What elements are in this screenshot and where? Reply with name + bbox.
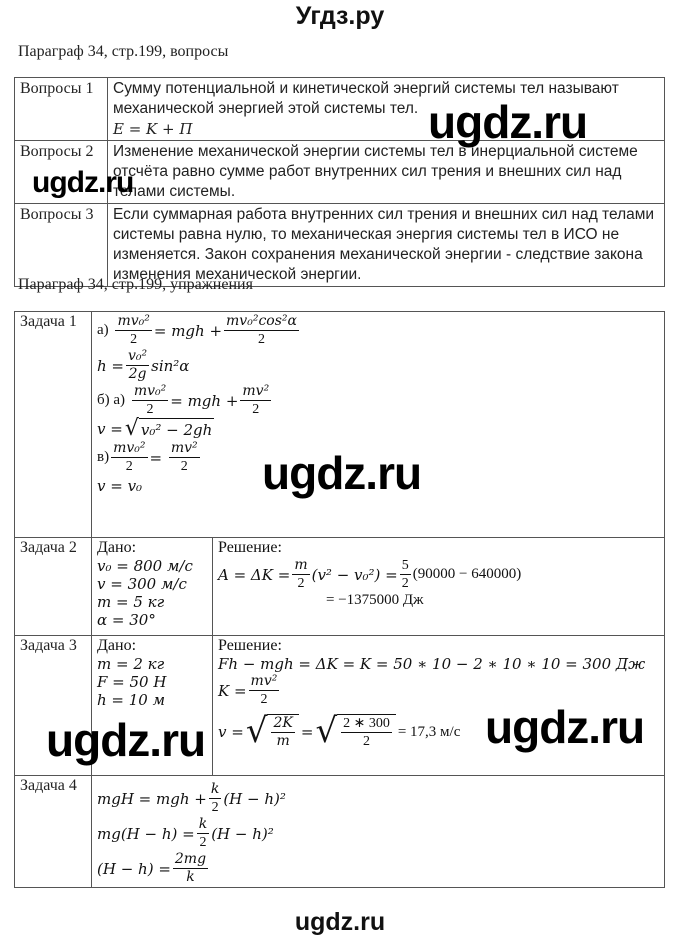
solution-title: Решение: bbox=[218, 539, 282, 556]
expr: A = ΔK = bbox=[218, 565, 291, 584]
expr: (H − h) = bbox=[97, 859, 171, 878]
fraction: $\frac{m}{2}$ bbox=[294, 557, 308, 591]
given-item: m = 5 кг bbox=[97, 593, 165, 611]
fraction: $\frac{\text{mv₀²}}{2}$ bbox=[133, 383, 167, 417]
section-title-questions: Параграф 34, стр.199, вопросы bbox=[18, 43, 229, 60]
given-item: h = 10 м bbox=[97, 691, 166, 709]
expr: = bbox=[149, 448, 163, 467]
row-label: Задача 2 bbox=[15, 538, 92, 636]
solution-title: Решение: bbox=[218, 637, 282, 654]
row-label: Вопросы 1 bbox=[15, 78, 108, 141]
fraction: $\frac{\text{mv²}}{2}$ bbox=[250, 673, 278, 707]
answer-text: Если суммарная работа внутренних сил трения и внешних сил над телами системы равна нулю, то механическая энергия системы тел в ИСО не изменяется. Закон сохранения механической энергии - следствие закона изменения механической энергии. bbox=[108, 204, 665, 287]
energy-formula: E = K + П bbox=[113, 120, 193, 138]
part-label: б) а) bbox=[97, 392, 126, 408]
given-item: F = 50 Н bbox=[97, 673, 167, 691]
solution-cell bbox=[92, 776, 665, 888]
sqrt-icon: √ $\frac{2K}{m}$ bbox=[246, 714, 299, 750]
fraction: $\frac{2mg}{k}$ bbox=[174, 851, 207, 885]
watermark: ugdz.ru bbox=[262, 447, 422, 499]
expr: = bbox=[300, 723, 314, 741]
watermark: ugdz.ru bbox=[32, 166, 134, 199]
part-label: в) bbox=[97, 449, 110, 465]
given-item: v₀ = 800 м/с bbox=[97, 557, 193, 575]
row-label: Задача 4 bbox=[15, 776, 92, 888]
part-label: а) bbox=[97, 322, 109, 338]
solution-cell bbox=[213, 538, 665, 636]
exercises-table bbox=[14, 311, 665, 888]
answer-text: Изменение механической энергии системы тел в инерциальной системе отсчёта равно сумме работ внутренних сил трения и внешних сил над телами системы. bbox=[108, 141, 665, 204]
given-cell bbox=[92, 538, 213, 636]
expr: (H − h)² bbox=[211, 824, 274, 843]
section-title-exercises: Параграф 34, стр.199, упражнения bbox=[18, 276, 253, 293]
given-item: α = 30° bbox=[97, 611, 156, 629]
expr: = mgh + bbox=[153, 321, 223, 340]
watermark: ugdz.ru bbox=[485, 701, 645, 753]
expr: (90000 − 640000) bbox=[412, 566, 522, 582]
fraction: $\frac{k}{2}$ bbox=[210, 781, 220, 815]
table-row bbox=[15, 204, 665, 287]
fraction: $\frac{\text{mv₀²}}{2}$ bbox=[113, 440, 146, 474]
expr: mgH = mgh + bbox=[97, 789, 207, 808]
site-title: Угдз.ру bbox=[295, 2, 385, 30]
row-label: Вопросы 3 bbox=[15, 204, 108, 287]
sqrt-icon: √ v₀² − 2gh bbox=[124, 416, 213, 441]
table-row bbox=[15, 776, 665, 888]
expr: (v² − v₀²) = bbox=[311, 565, 398, 584]
fraction: $\frac{\text{v₀²}}{2g}$ bbox=[128, 348, 148, 382]
fraction: $\frac{\text{mv²}}{2}$ bbox=[170, 440, 198, 474]
result: = −1375000 Дж bbox=[326, 592, 424, 608]
fraction: $\frac{5}{2}$ bbox=[401, 558, 409, 591]
table-row bbox=[15, 312, 665, 538]
solution-cell bbox=[92, 312, 665, 538]
expr: (H − h)² bbox=[223, 789, 286, 808]
sqrt-icon: √ $\frac{2 ∗ 300}{2}$ bbox=[315, 714, 395, 750]
expr: v = bbox=[218, 723, 244, 741]
expr: = mgh + bbox=[170, 391, 239, 410]
table-row bbox=[15, 538, 665, 636]
expr: v = bbox=[97, 420, 123, 438]
footer-watermark: ugdz.ru bbox=[294, 908, 386, 936]
row-label: Задача 3 bbox=[15, 636, 92, 776]
row-label: Вопросы 2 bbox=[15, 141, 108, 204]
row-label: Задача 1 bbox=[15, 312, 92, 538]
given-title: Дано: bbox=[97, 539, 137, 556]
fraction: $\frac{\text{mv₀²}}{2}$ bbox=[117, 313, 150, 347]
expr: sin²α bbox=[151, 356, 190, 375]
watermark: ugdz.ru bbox=[428, 96, 588, 148]
expr: mg(H − h) = bbox=[97, 824, 195, 843]
given-item: v = 300 м/с bbox=[97, 575, 187, 593]
given-title: Дано: bbox=[97, 637, 137, 654]
fraction: $\frac{\text{mv₀²cos²α}}{2}$ bbox=[226, 313, 297, 347]
fraction: $\frac{\text{mv²}}{2}$ bbox=[242, 383, 270, 417]
expr: v = v₀ bbox=[97, 477, 143, 495]
expr: h = bbox=[97, 356, 124, 375]
expr: Fh − mgh = ΔK = K = 50 ∗ 10 − 2 ∗ 10 ∗ 10 = 300 Дж bbox=[218, 655, 646, 673]
result: = 17,3 м/с bbox=[397, 723, 461, 740]
watermark: ugdz.ru bbox=[46, 714, 206, 766]
given-item: m = 2 кг bbox=[97, 655, 165, 673]
fraction: $\frac{k}{2}$ bbox=[198, 816, 208, 850]
answer-text: Сумму потенциальной и кинетической энергий системы тел называют механической энергией этой системы тел. bbox=[113, 80, 619, 117]
expr: K = bbox=[218, 681, 247, 700]
